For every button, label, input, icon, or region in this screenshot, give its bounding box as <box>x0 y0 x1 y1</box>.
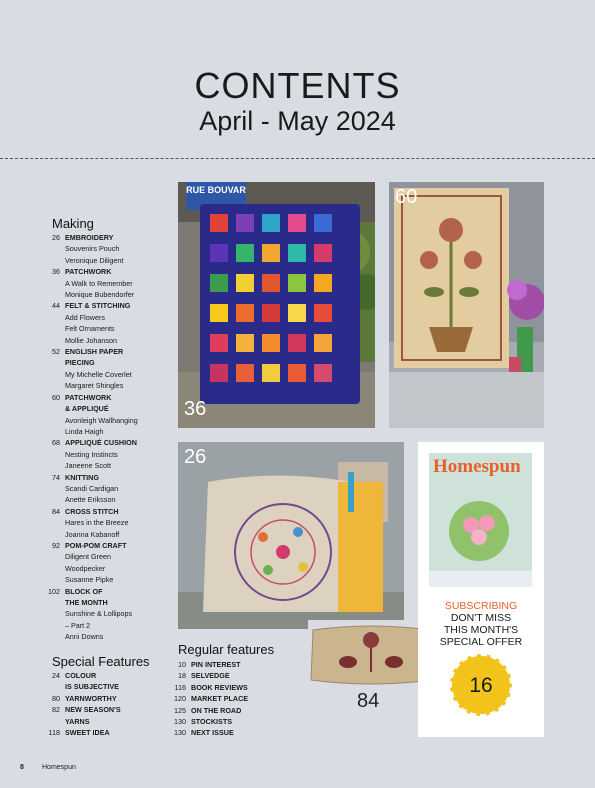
toc-text: Felt Ornaments <box>65 324 115 334</box>
toc-subline[interactable] <box>38 563 178 574</box>
toc-page-number <box>38 426 65 437</box>
toc-subline[interactable] <box>38 426 178 437</box>
toc-text: KNITTING <box>65 472 99 482</box>
toc-entry[interactable] <box>164 727 304 738</box>
toc-page-number: 60 <box>52 392 60 402</box>
toc-text: SWEET IDEA <box>65 728 110 738</box>
toc-text: COLOUR <box>65 671 97 680</box>
toc-page-number <box>38 460 65 471</box>
toc-page-number <box>38 563 65 574</box>
toc-entry[interactable] <box>38 727 178 738</box>
toc-subline[interactable] <box>38 312 178 323</box>
toc-text: Diligent Green <box>65 552 111 562</box>
toc-subline[interactable] <box>38 369 178 380</box>
toc-page-number: 84 <box>52 506 60 516</box>
toc-text: Veronique Diligent <box>65 255 124 265</box>
toc-text: Linda Haigh <box>65 426 104 436</box>
toc-entry[interactable] <box>164 670 304 681</box>
toc-page-number <box>38 517 65 528</box>
toc-entry[interactable] <box>38 681 178 692</box>
footer-page-number: 8 <box>20 764 24 771</box>
toc-entry[interactable] <box>38 472 178 483</box>
toc-text: & APPLIQUÉ <box>65 404 109 414</box>
toc-entry[interactable] <box>38 693 178 704</box>
toc-text: ENGLISH PAPER <box>65 347 124 357</box>
footer-brand: Homespun <box>42 764 76 771</box>
toc-page-number <box>38 403 65 414</box>
toc-subline[interactable] <box>38 631 178 642</box>
toc-page-number: 18 <box>178 671 186 681</box>
subscribe-line4: SPECIAL OFFER <box>439 636 523 648</box>
toc-page-number <box>38 415 65 426</box>
toc-page-number <box>38 681 65 692</box>
toc-subline[interactable] <box>38 278 178 289</box>
toc-text: NEW SEASON'S <box>65 705 121 715</box>
toc-page-number <box>38 255 65 266</box>
toc-page-number: 102 <box>48 586 60 596</box>
toc-text: – Part 2 <box>65 620 91 630</box>
toc-entry[interactable] <box>38 403 178 414</box>
cushion-page-number: 84 <box>357 690 380 712</box>
toc-subline[interactable] <box>38 415 178 426</box>
toc-page-number: 118 <box>48 728 60 738</box>
toc-text: YARNWORTHY <box>65 693 117 703</box>
toc-subline[interactable] <box>38 494 178 505</box>
toc-page-number <box>38 369 65 380</box>
toc-text: CROSS STITCH <box>65 506 119 516</box>
toc-text: BLOCK OF <box>65 586 103 596</box>
pouch-photo[interactable] <box>178 442 404 629</box>
toc-entry[interactable] <box>38 300 178 311</box>
toc-page-number <box>38 631 65 642</box>
toc-page-number: 52 <box>52 347 60 357</box>
toc-subline[interactable] <box>38 289 178 300</box>
toc-page-number <box>38 312 65 323</box>
quilt-page-number: 36 <box>184 398 207 420</box>
toc-text: BOOK REVIEWS <box>191 682 248 692</box>
toc-page-number <box>38 289 65 300</box>
toc-page-number <box>38 278 65 289</box>
toc-page-number <box>38 323 65 334</box>
toc-page-number <box>38 449 65 460</box>
toc-text: Anette Eriksson <box>65 495 116 505</box>
dashed-divider <box>0 158 595 159</box>
toc-entry[interactable] <box>38 346 178 357</box>
pouch-page-number: 26 <box>184 446 207 468</box>
toc-page-number: 125 <box>174 705 186 715</box>
toc-entry[interactable] <box>38 540 178 551</box>
toc-text: Scandi Cardigan <box>65 483 119 493</box>
toc-text: FELT & STITCHING <box>65 301 131 311</box>
toc-subline[interactable] <box>38 574 178 585</box>
toc-subline[interactable] <box>38 529 178 540</box>
toc-text: SELVEDGE <box>191 671 230 681</box>
making-heading: Making <box>52 216 94 231</box>
toc-entry[interactable] <box>38 704 178 715</box>
toc-text: Add Flowers <box>65 312 105 322</box>
toc-text: Susanne Pipke <box>65 575 114 585</box>
toc-text: My Michelle Coverlet <box>65 369 132 379</box>
toc-subline[interactable] <box>38 380 178 391</box>
toc-text: Nesting Instincts <box>65 449 118 459</box>
toc-subline[interactable] <box>38 551 178 562</box>
toc-page-number: 74 <box>52 472 60 482</box>
toc-text: Souvenirs Pouch <box>65 244 120 254</box>
toc-page-number: 10 <box>178 660 186 669</box>
toc-entry[interactable] <box>38 670 178 681</box>
toc-text: STOCKISTS <box>191 717 233 727</box>
toc-page-number: 82 <box>52 705 60 715</box>
special-features-list <box>38 670 178 738</box>
toc-page-number <box>38 716 65 727</box>
offer-page-number: 16 <box>469 674 493 697</box>
toc-entry[interactable] <box>164 716 304 727</box>
toc-entry[interactable] <box>164 659 304 670</box>
toc-page-number: 116 <box>174 682 186 692</box>
subscribe-line2: DON'T MISS <box>450 612 512 624</box>
toc-subline[interactable] <box>38 335 178 346</box>
toc-page-number <box>38 357 65 368</box>
toc-page-number <box>38 243 65 254</box>
toc-entry[interactable] <box>38 232 178 243</box>
toc-entry[interactable] <box>164 705 304 716</box>
toc-text: NEXT ISSUE <box>191 728 234 738</box>
toc-text: PIN INTEREST <box>191 660 241 669</box>
toc-page-number <box>38 551 65 562</box>
toc-subline[interactable] <box>38 608 178 619</box>
toc-subline[interactable] <box>38 255 178 266</box>
toc-entry[interactable] <box>164 682 304 693</box>
toc-text: YARNS <box>65 716 90 726</box>
regular-features-heading: Regular features <box>178 642 275 657</box>
toc-text: MARKET PLACE <box>191 694 249 704</box>
page-subtitle: April - May 2024 <box>199 106 396 136</box>
toc-text: A Walk to Remember <box>65 278 133 288</box>
toc-text: Mollie Johanson <box>65 335 117 345</box>
toc-text: EMBROIDERY <box>65 233 114 242</box>
toc-page-number <box>38 494 65 505</box>
toc-text: POM-POM CRAFT <box>65 540 127 550</box>
toc-text: PATCHWORK <box>65 267 112 277</box>
toc-text: Joanna Kabanoff <box>65 529 120 539</box>
subscribe-line1: SUBSCRIBING <box>444 600 518 612</box>
toc-entry[interactable] <box>38 506 178 517</box>
special-features-heading: Special Features <box>52 654 150 669</box>
toc-text: Margaret Shingles <box>65 381 124 391</box>
toc-page-number <box>38 620 65 631</box>
toc-entry[interactable] <box>38 597 178 608</box>
toc-page-number <box>38 335 65 346</box>
offer-badge[interactable] <box>450 654 512 716</box>
toc-subline[interactable] <box>38 517 178 528</box>
toc-subline[interactable] <box>38 620 178 631</box>
toc-page-number <box>38 597 65 608</box>
toc-text: Anni Downs <box>65 632 104 642</box>
toc-page-number <box>38 380 65 391</box>
toc-subline[interactable] <box>38 243 178 254</box>
toc-text: Monique Bubendorfer <box>65 290 135 300</box>
toc-page-number <box>38 608 65 619</box>
toc-subline[interactable] <box>38 460 178 471</box>
toc-text: PATCHWORK <box>65 392 112 402</box>
toc-entry[interactable] <box>38 357 178 368</box>
toc-page-number: 24 <box>52 671 60 680</box>
street-sign-text: RUE BOUVAR <box>186 185 246 195</box>
regular-features-list <box>164 659 304 739</box>
magazine-cover[interactable] <box>429 453 532 587</box>
subscribe-line3: THIS MONTH'S <box>443 624 519 636</box>
magazine-title: Homespun <box>433 456 521 477</box>
toc-text: Sunshine & Lollipops <box>65 609 133 619</box>
wallhanging-photo[interactable] <box>389 182 544 428</box>
cushion-photo[interactable] <box>308 620 435 688</box>
toc-text: APPLIQUÉ CUSHION <box>65 438 137 448</box>
toc-text: PIECING <box>65 358 95 368</box>
toc-entry[interactable] <box>38 392 178 403</box>
wallhanging-page-number: 60 <box>395 186 418 208</box>
toc-text: Avonleigh Wallhanging <box>65 415 138 425</box>
toc-entry[interactable] <box>38 586 178 597</box>
toc-page-number: 80 <box>52 693 60 703</box>
toc-page-number: 130 <box>174 717 186 727</box>
toc-page-number <box>38 529 65 540</box>
toc-subline[interactable] <box>38 323 178 334</box>
toc-page-number <box>38 483 65 494</box>
toc-text: Janeene Scott <box>65 461 111 471</box>
toc-text: ON THE ROAD <box>191 705 242 715</box>
toc-page-number: 26 <box>52 233 60 242</box>
toc-subline[interactable] <box>38 483 178 494</box>
toc-text: Woodpecker <box>65 563 106 573</box>
toc-page-number: 36 <box>52 267 60 277</box>
subscription-box[interactable] <box>418 442 544 737</box>
toc-entry[interactable] <box>164 693 304 704</box>
page-title: CONTENTS <box>194 65 401 106</box>
toc-page-number: 68 <box>52 438 60 448</box>
quilt-photo[interactable] <box>178 182 375 428</box>
toc-entry[interactable] <box>38 716 178 727</box>
toc-text: IS SUBJECTIVE <box>65 682 119 692</box>
toc-page-number: 130 <box>174 728 186 738</box>
toc-subline[interactable] <box>38 449 178 460</box>
toc-page-number: 44 <box>52 301 60 311</box>
toc-page-number <box>38 574 65 585</box>
making-list <box>38 232 178 643</box>
toc-entry[interactable] <box>38 437 178 448</box>
toc-text: Hares in the Breeze <box>65 518 129 528</box>
toc-page-number: 120 <box>174 694 186 704</box>
toc-entry[interactable] <box>38 266 178 277</box>
toc-text: THE MONTH <box>65 598 108 607</box>
toc-page-number: 92 <box>52 540 60 550</box>
